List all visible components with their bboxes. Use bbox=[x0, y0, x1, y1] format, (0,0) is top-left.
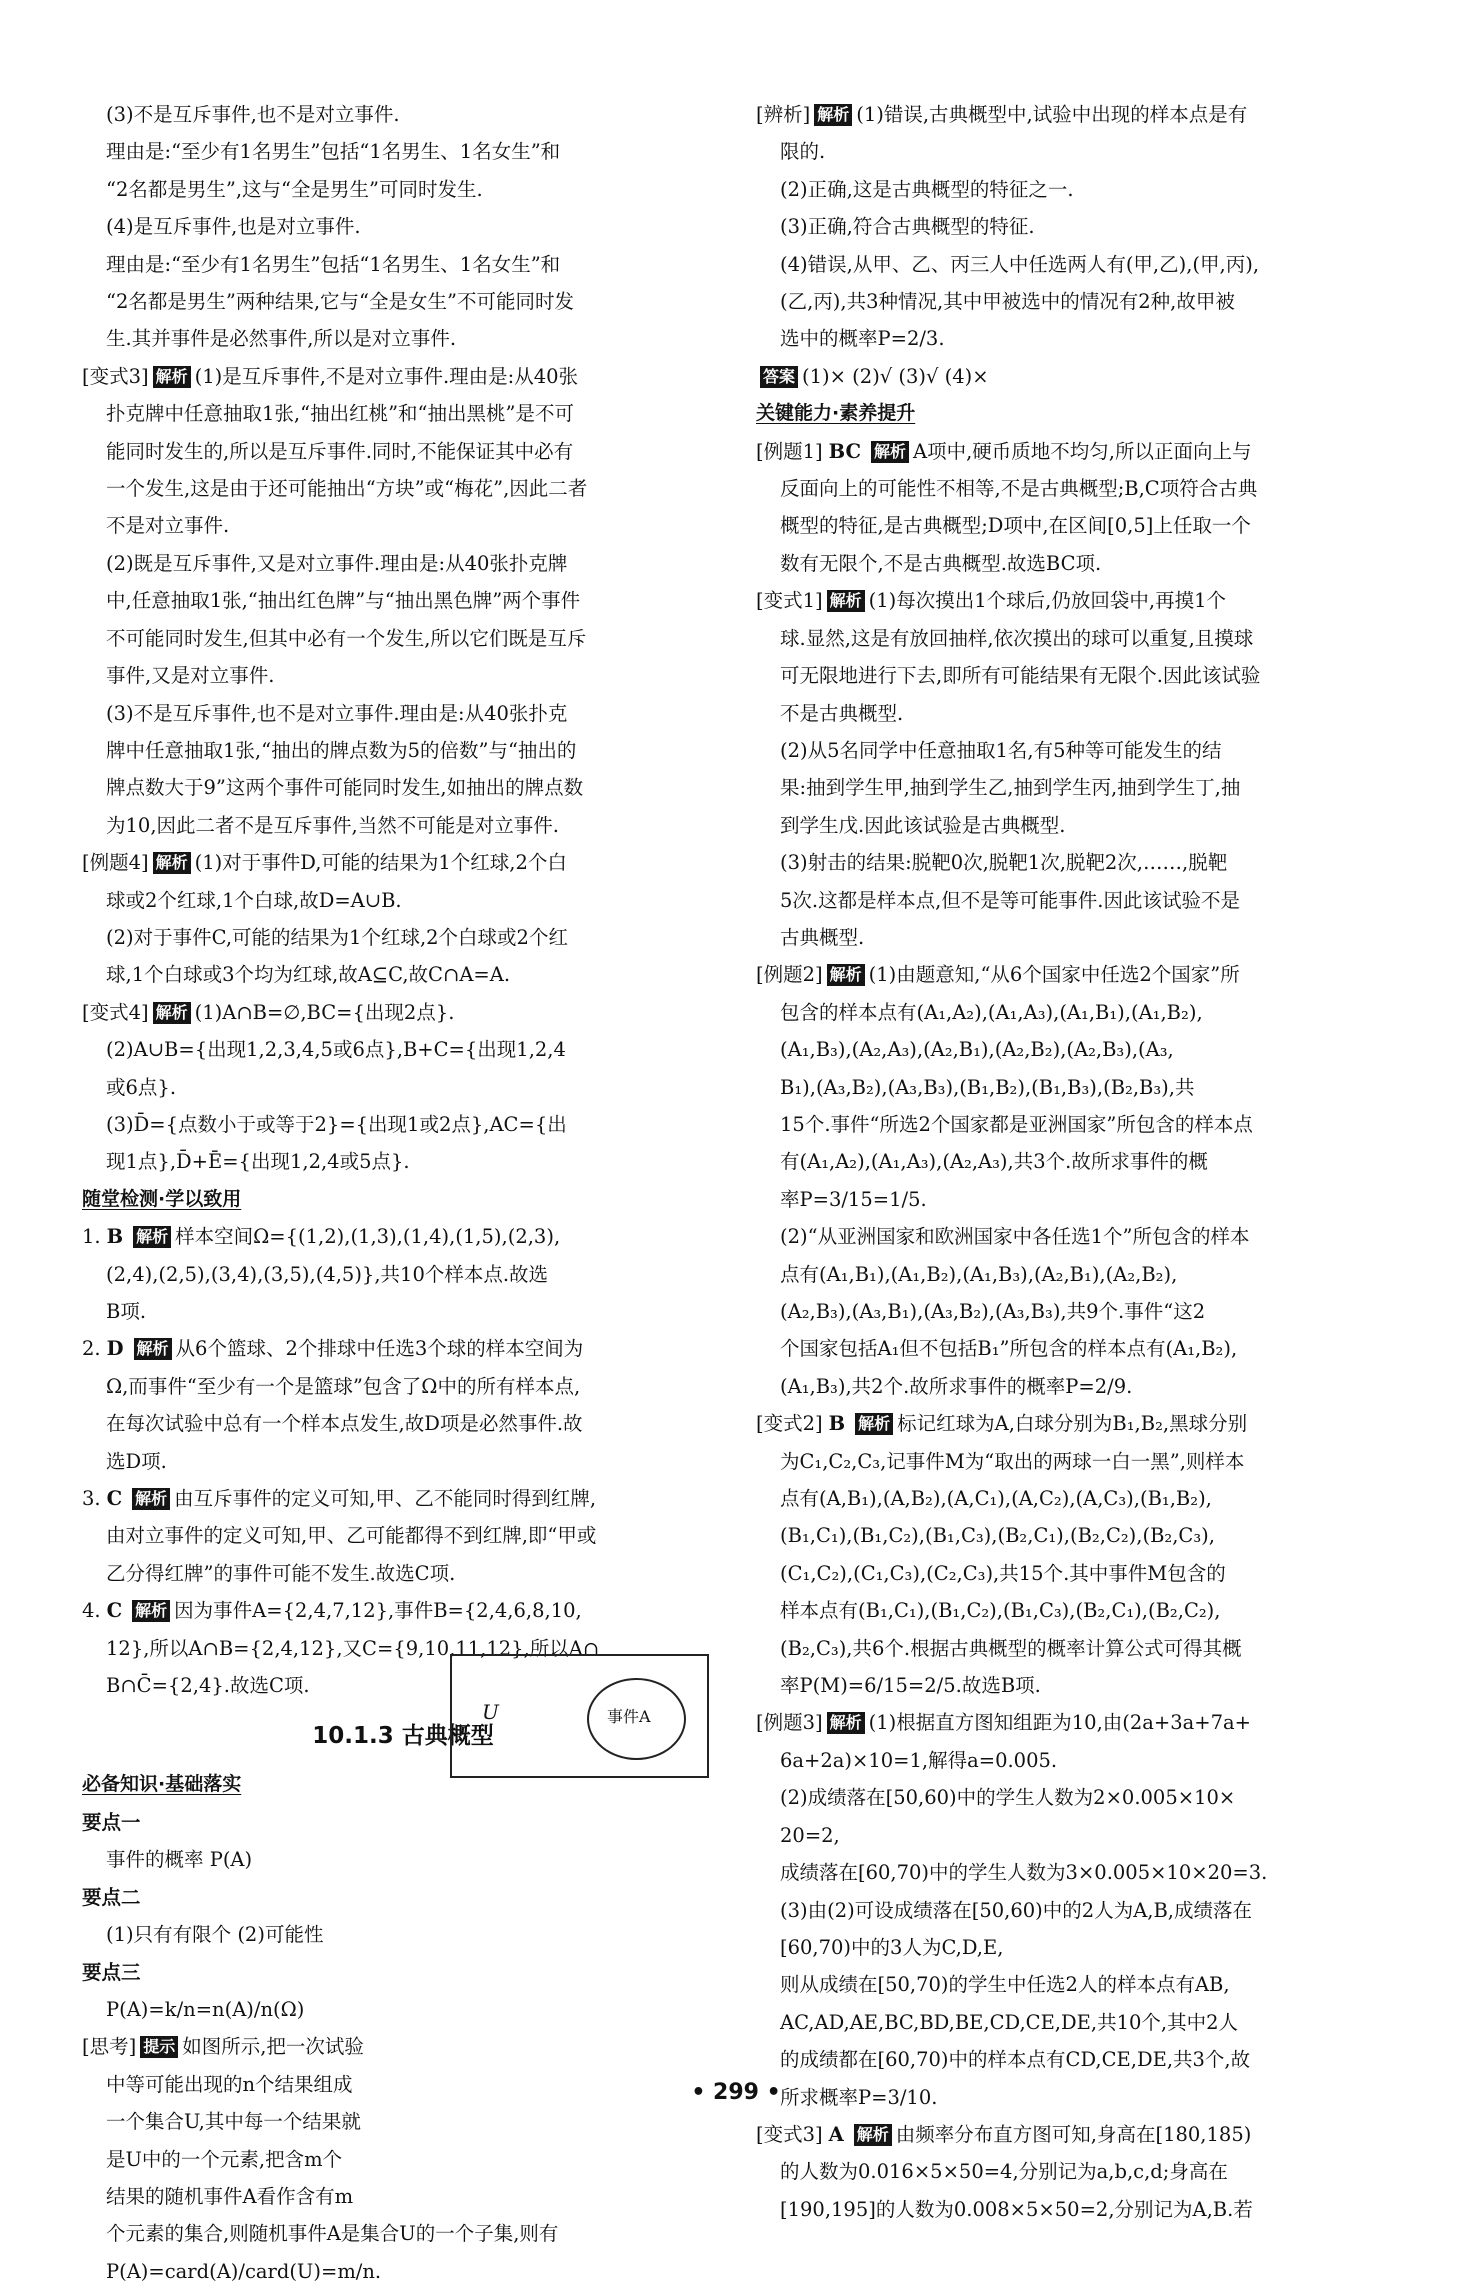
entry-number: [例题2] bbox=[756, 963, 823, 987]
entry-number: [变式1] bbox=[756, 589, 823, 613]
label-badge: 解析 bbox=[134, 1338, 172, 1360]
set-u-label: U bbox=[482, 1700, 499, 1724]
answer-entry bbox=[82, 994, 724, 1031]
label-badge: 解析 bbox=[855, 1413, 893, 1435]
key-point-label: 要点一 bbox=[82, 1810, 141, 1834]
text-line: 理由是:“至少有1名男生”包括“1名男生、1名女生”和 bbox=[106, 252, 561, 276]
section-heading: 关键能力·素养提升 bbox=[756, 402, 916, 425]
left-column bbox=[82, 96, 724, 2290]
answer-entry bbox=[82, 1592, 724, 1629]
entry-text: (1)A∩B=∅,BC={出现2点}. bbox=[194, 1000, 455, 1024]
text-line: [190,195]的人数为0.008×5×50=2,分别记为A,B.若 bbox=[780, 2197, 1253, 2221]
text-line: 在每次试验中总有一个样本点发生,故D项是必然事件.故 bbox=[106, 1412, 583, 1436]
text-line: (3)正确,符合古典概型的特征. bbox=[780, 215, 1035, 239]
venn-figure bbox=[450, 1654, 709, 1778]
text-line: 果:抽到学生甲,抽到学生乙,抽到学生丙,抽到学生丁,抽 bbox=[780, 776, 1241, 800]
text-line: P(A)=card(A)/card(U)=m/n. bbox=[106, 2259, 382, 2283]
entry-text: 由互斥事件的定义可知,甲、乙不能同时得到红牌, bbox=[174, 1487, 597, 1511]
text-line: 20=2, bbox=[780, 1823, 840, 1847]
entry-text: 标记红球为A,白球分别为B₁,B₂,黑球分别 bbox=[897, 1412, 1248, 1436]
text-line: (2)正确,这是古典概型的特征之一. bbox=[780, 177, 1074, 201]
page-number: • 299 • bbox=[691, 2080, 781, 2105]
text-line: 点有(A,B₁),(A,B₂),(A,C₁),(A,C₂),(A,C₃),(B₁,B₂), bbox=[780, 1487, 1212, 1511]
text-line: 限的. bbox=[780, 140, 826, 164]
text-line: (2)从5名同学中任意抽取1名,有5种等可能发生的结 bbox=[780, 738, 1222, 762]
answer-entry bbox=[82, 1218, 724, 1255]
text-line: 成绩落在[60,70)中的学生人数为3×0.005×10×20=3. bbox=[780, 1861, 1268, 1885]
text-line: 为C₁,C₂,C₃,记事件M为“取出的两球一白一黑”,则样本 bbox=[780, 1449, 1245, 1473]
text-line: (1)只有有限个 (2)可能性 bbox=[106, 1923, 324, 1947]
label-badge: 解析 bbox=[814, 104, 852, 126]
text-line: 包含的样本点有(A₁,A₂),(A₁,A₃),(A₁,B₁),(A₁,B₂), bbox=[780, 1000, 1203, 1024]
text-line: 一个集合U,其中每一个结果就 bbox=[106, 2110, 361, 2134]
entry-text: 因为事件A={2,4,7,12},事件B={2,4,6,8,10, bbox=[174, 1599, 582, 1623]
entry-text: 如图所示,把一次试验 bbox=[182, 2035, 364, 2059]
text-line: 数有无限个,不是古典概型.故选BC项. bbox=[780, 551, 1102, 575]
choice-answer: BC bbox=[828, 439, 861, 463]
entry-number: [变式3] bbox=[82, 364, 149, 388]
text-line: 反面向上的可能性不相等,不是古典概型;B,C项符合古典 bbox=[780, 477, 1258, 501]
label-badge: 解析 bbox=[827, 964, 865, 986]
answer-entry bbox=[756, 433, 1396, 470]
text-line: (3)由(2)可设成绩落在[50,60)中的2人为A,B,成绩落在 bbox=[780, 1898, 1252, 1922]
text-line: 中等可能出现的n个结果组成 bbox=[106, 2072, 353, 2096]
text-line: (4)错误,从甲、乙、丙三人中任选两人有(甲,乙),(甲,丙), bbox=[780, 252, 1260, 276]
event-a-label: 事件A bbox=[607, 1707, 651, 1726]
entry-number: [变式3] bbox=[756, 2122, 823, 2146]
text-line: 到学生戊.因此该试验是古典概型. bbox=[780, 813, 1066, 837]
text-line: 可无限地进行下去,即所有可能结果有无限个.因此该试验 bbox=[780, 664, 1261, 688]
text-line: 12},所以A∩B={2,4,12},又C={9,10,11,12},所以A∩ bbox=[106, 1636, 600, 1660]
text-line: (2)“从亚洲国家和欧洲国家中各任选1个”所包含的样本 bbox=[780, 1225, 1250, 1249]
text-line: 15个.事件“所选2个国家都是亚洲国家”所包含的样本点 bbox=[780, 1112, 1253, 1136]
text-line: (A₁,B₃),共2个.故所求事件的概率P=2/9. bbox=[780, 1374, 1133, 1398]
entry-number: [例题1] bbox=[756, 439, 823, 463]
entry-text: 由频率分布直方图可知,身高在[180,185) bbox=[895, 2122, 1252, 2146]
entry-text: (1)是互斥事件,不是对立事件.理由是:从40张 bbox=[194, 364, 579, 388]
text-line: (3)射击的结果:脱靶0次,脱靶1次,脱靶2次,……,脱靶 bbox=[780, 851, 1228, 875]
key-point-label: 要点二 bbox=[82, 1885, 141, 1909]
key-point-label: 要点三 bbox=[82, 1960, 141, 1984]
answer-entry bbox=[756, 96, 1396, 133]
text-line: 球或2个红球,1个白球,故D=A∪B. bbox=[106, 888, 402, 912]
choice-answer: C bbox=[106, 1487, 123, 1511]
text-line: 率P(M)=6/15=2/5.故选B项. bbox=[780, 1674, 1041, 1698]
label-badge: 解析 bbox=[871, 441, 909, 463]
entry-number: 4. bbox=[82, 1599, 101, 1623]
text-line: 6a+2a)×10=1,解得a=0.005. bbox=[780, 1748, 1058, 1772]
entry-text: (1)× (2)√ (3)√ (4)× bbox=[802, 364, 989, 388]
text-line: 率P=3/15=1/5. bbox=[780, 1187, 927, 1211]
entry-number: 3. bbox=[82, 1487, 101, 1511]
text-line: B₁),(A₃,B₂),(A₃,B₃),(B₁,B₂),(B₁,B₃),(B₂,B₃),共 bbox=[780, 1075, 1195, 1099]
entry-number: 1. bbox=[82, 1225, 101, 1249]
text-line: AC,AD,AE,BC,BD,BE,CD,CE,DE,共10个,其中2人 bbox=[780, 2010, 1238, 2034]
text-line: 点有(A₁,B₁),(A₁,B₂),(A₁,B₃),(A₂,B₁),(A₂,B₂), bbox=[780, 1262, 1178, 1286]
label-badge: 解析 bbox=[827, 590, 865, 612]
text-line: P(A)=k/n=n(A)/n(Ω) bbox=[106, 1997, 305, 2021]
choice-answer: B bbox=[828, 1412, 846, 1436]
entry-number: [变式2] bbox=[756, 1412, 823, 1436]
text-line: 牌中任意抽取1张,“抽出的牌点数为5的倍数”与“抽出的 bbox=[106, 738, 577, 762]
text-line: (2)对于事件C,可能的结果为1个红球,2个白球或2个红 bbox=[106, 925, 568, 949]
text-line: 概型的特征,是古典概型;D项中,在区间[0,5]上任取一个 bbox=[780, 514, 1251, 538]
label-badge: 解析 bbox=[153, 366, 191, 388]
text-line: (2,4),(2,5),(3,4),(3,5),(4,5)},共10个样本点.故选 bbox=[106, 1262, 549, 1286]
text-line: 有(A₁,A₂),(A₁,A₃),(A₂,A₃),共3个.故所求事件的概 bbox=[780, 1150, 1208, 1174]
entry-text: 样本空间Ω={(1,2),(1,3),(1,4),(1,5),(2,3), bbox=[175, 1225, 561, 1249]
answer-entry bbox=[756, 1704, 1396, 1741]
text-line: “2名都是男生”,这与“全是男生”可同时发生. bbox=[106, 177, 483, 201]
text-line: 所求概率P=3/10. bbox=[780, 2085, 938, 2109]
choice-answer: D bbox=[106, 1337, 124, 1361]
text-line: 扑克牌中任意抽取1张,“抽出红桃”和“抽出黑桃”是不可 bbox=[106, 402, 574, 426]
entry-text: (1)对于事件D,可能的结果为1个红球,2个白 bbox=[194, 851, 567, 875]
entry-number: [例题4] bbox=[82, 851, 149, 875]
entry-number: [辨析] bbox=[756, 103, 811, 126]
entry-number: [变式4] bbox=[82, 1000, 149, 1024]
answer-entry bbox=[82, 358, 724, 395]
text-line: 现1点},D̄+Ē={出现1,2,4或5点}. bbox=[106, 1150, 410, 1174]
text-line: 由对立事件的定义可知,甲、乙可能都得不到红牌,即“甲或 bbox=[106, 1524, 597, 1548]
text-line: (B₁,C₁),(B₁,C₂),(B₁,C₃),(B₂,C₁),(B₂,C₂),(B₂,C₃), bbox=[780, 1524, 1215, 1548]
entry-number: 2. bbox=[82, 1337, 101, 1361]
answer-entry bbox=[756, 1405, 1396, 1442]
right-column bbox=[756, 96, 1396, 2228]
choice-answer: B bbox=[106, 1225, 124, 1249]
entry-text: (1)由题意知,“从6个国家中任选2个国家”所 bbox=[868, 963, 1240, 987]
text-line: 古典概型. bbox=[780, 925, 865, 949]
text-line: (3)不是互斥事件,也不是对立事件. bbox=[106, 103, 400, 126]
answer-entry bbox=[756, 2116, 1396, 2153]
text-line: 的人数为0.016×5×50=4,分别记为a,b,c,d;身高在 bbox=[780, 2160, 1228, 2184]
entry-text: 从6个篮球、2个排球中任选3个球的样本空间为 bbox=[175, 1337, 584, 1361]
text-line: 样本点有(B₁,C₁),(B₁,C₂),(B₁,C₃),(B₂,C₁),(B₂,C₂), bbox=[780, 1599, 1221, 1623]
text-line: 是U中的一个元素,把含m个 bbox=[106, 2147, 343, 2171]
text-line: (4)是互斥事件,也是对立事件. bbox=[106, 215, 361, 239]
answer-entry bbox=[756, 358, 1396, 395]
choice-answer: C bbox=[106, 1599, 123, 1623]
choice-answer: A bbox=[828, 2122, 844, 2146]
text-line: (A₂,B₃),(A₃,B₁),(A₃,B₂),(A₃,B₃),共9个.事件“这2 bbox=[780, 1300, 1206, 1323]
text-line: B项. bbox=[106, 1300, 147, 1323]
text-line: 选D项. bbox=[106, 1449, 167, 1473]
label-badge: 解析 bbox=[133, 1226, 171, 1248]
text-line: 能同时发生的,所以是互斥事件.同时,不能保证其中必有 bbox=[106, 439, 574, 463]
text-line: 不是古典概型. bbox=[780, 701, 904, 725]
label-badge: 提示 bbox=[140, 2036, 178, 2058]
text-line: 结果的随机事件A看作含有m bbox=[106, 2184, 354, 2208]
label-badge: 答案 bbox=[760, 366, 798, 388]
text-line: 不是对立事件. bbox=[106, 514, 230, 538]
text-line: 球,1个白球或3个均为红球,故A⊆C,故C∩A=A. bbox=[106, 963, 511, 987]
answer-entry bbox=[82, 844, 724, 881]
label-badge: 解析 bbox=[153, 852, 191, 874]
text-line: 不可能同时发生,但其中必有一个发生,所以它们既是互斥 bbox=[106, 626, 587, 650]
text-line: 事件,又是对立事件. bbox=[106, 664, 275, 688]
text-line: (A₁,B₃),(A₂,A₃),(A₂,B₁),(A₂,B₂),(A₂,B₃),(A₃, bbox=[780, 1038, 1174, 1062]
entry-text: (1)根据直方图知组距为10,由(2a+3a+7a+ bbox=[868, 1711, 1251, 1735]
text-line: [60,70)中的3人为C,D,E, bbox=[780, 1935, 1004, 1959]
text-line: (2)既是互斥事件,又是对立事件.理由是:从40张扑克牌 bbox=[106, 551, 568, 575]
text-line: 一个发生,这是由于还可能抽出“方块”或“梅花”,因此二者 bbox=[106, 477, 588, 501]
answer-entry bbox=[756, 582, 1396, 619]
text-line: (乙,丙),共3种情况,其中甲被选中的情况有2种,故甲被 bbox=[780, 290, 1235, 314]
text-line: 的成绩都在[60,70)中的样本点有CD,CE,DE,共3个,故 bbox=[780, 2048, 1251, 2072]
section-heading: 必备知识·基础落实 bbox=[82, 1773, 242, 1796]
text-line: (3)D̄={点数小于或等于2}={出现1或2点},AC={出 bbox=[106, 1112, 567, 1136]
entry-text: (1)每次摸出1个球后,仍放回袋中,再摸1个 bbox=[868, 589, 1226, 613]
label-badge: 解析 bbox=[153, 1002, 191, 1024]
text-line: (3)不是互斥事件,也不是对立事件.理由是:从40张扑克 bbox=[106, 701, 568, 725]
lesson-title: 10.1.3 古典概型 bbox=[312, 1723, 494, 1750]
text-line: (B₂,C₃),共6个.根据古典概型的概率计算公式可得其概 bbox=[780, 1636, 1242, 1660]
label-badge: 解析 bbox=[132, 1600, 170, 1622]
text-line: 事件的概率 P(A) bbox=[106, 1848, 253, 1872]
label-badge: 解析 bbox=[854, 2124, 892, 2146]
section-heading: 随堂检测·学以致用 bbox=[82, 1187, 242, 1210]
answer-entry bbox=[756, 956, 1396, 993]
text-line: 球.显然,这是有放回抽样,依次摸出的球可以重复,且摸球 bbox=[780, 626, 1254, 650]
entry-number: [思考] bbox=[82, 2035, 137, 2059]
label-badge: 解析 bbox=[132, 1488, 170, 1510]
text-line: (C₁,C₂),(C₁,C₃),(C₂,C₃),共15个.其中事件M包含的 bbox=[780, 1561, 1226, 1585]
text-line: 则从成绩在[50,70)的学生中任选2人的样本点有AB, bbox=[780, 1973, 1230, 1997]
text-line: B∩C̄={2,4}.故选C项. bbox=[106, 1674, 310, 1698]
label-badge: 解析 bbox=[827, 1712, 865, 1734]
text-line: 理由是:“至少有1名男生”包括“1名男生、1名女生”和 bbox=[106, 140, 561, 164]
text-line: 乙分得红牌”的事件可能不发生.故选C项. bbox=[106, 1561, 456, 1585]
text-line: 中,任意抽取1张,“抽出红色牌”与“抽出黑色牌”两个事件 bbox=[106, 589, 581, 613]
text-line: (2)成绩落在[50,60)中的学生人数为2×0.005×10× bbox=[780, 1786, 1236, 1810]
entry-text: A项中,硬币质地不均匀,所以正面向上与 bbox=[913, 439, 1252, 463]
answer-entry bbox=[82, 1480, 724, 1517]
answer-entry bbox=[82, 1330, 724, 1367]
entry-number: [例题3] bbox=[756, 1711, 823, 1735]
text-line: (2)A∪B={出现1,2,3,4,5或6点},B+C={出现1,2,4 bbox=[106, 1038, 566, 1062]
entry-text: (1)错误,古典概型中,试验中出现的样本点是有 bbox=[856, 103, 1248, 126]
text-line: 选中的概率P=2/3. bbox=[780, 327, 945, 351]
text-line: 个元素的集合,则随机事件A是集合U的一个子集,则有 bbox=[106, 2222, 559, 2246]
text-line: 为10,因此二者不是互斥事件,当然不可能是对立事件. bbox=[106, 813, 559, 837]
text-line: “2名都是男生”两种结果,它与“全是女生”不可能同时发 bbox=[106, 290, 574, 314]
text-line: 牌点数大于9”这两个事件可能同时发生,如抽出的牌点数 bbox=[106, 776, 584, 800]
text-line: Ω,而事件“至少有一个是篮球”包含了Ω中的所有样本点, bbox=[106, 1374, 581, 1398]
text-line: 或6点}. bbox=[106, 1075, 177, 1099]
answer-entry bbox=[82, 2028, 724, 2065]
text-line: 个国家包括A₁但不包括B₁”所包含的样本点有(A₁,B₂), bbox=[780, 1337, 1238, 1361]
text-line: 5次.这都是样本点,但不是等可能事件.因此该试验不是 bbox=[780, 888, 1241, 912]
text-line: 生.其并事件是必然事件,所以是对立事件. bbox=[106, 327, 457, 351]
